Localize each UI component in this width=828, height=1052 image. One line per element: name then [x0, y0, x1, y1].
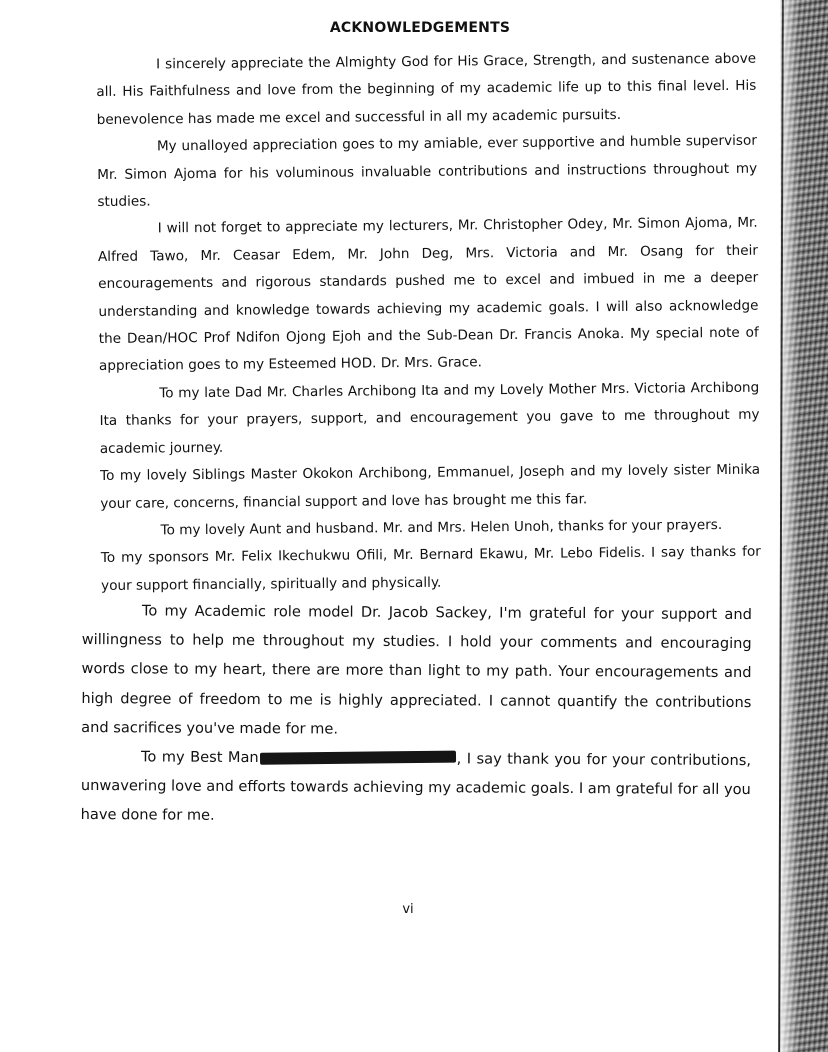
page-title: ACKNOWLEDGEMENTS [329, 20, 511, 36]
paragraph-role-model: To my Academic role model Dr. Jacob Sackey, I'm grateful for your support and willingness to help me throughout my studies. I hold your comments and encouraging words close to my heart, there are more than light to my path. Your encouragements and high degree of freedom to me is highly appreciated. I cannot quantify the contributions and sacrifices you've made for me. [81, 602, 752, 738]
best-man-prefix: To my Best Man [140, 748, 259, 767]
paragraph-lecturers: I will not forget to appreciate my lecturers, Mr. Christopher Odey, Mr. Simon Ajoma, Mr. Alfred Tawo, Mr. Ceasar Edem, Mr. John Deg, Mrs. Victoria and Mr. Osang for their encouragements and rigorous standards pushed me to excel and imbued in me a deeper understanding and knowledge towards achieving my academic goals. I will also acknowledge the Dean/HOC Prof Ndifon Ojong Ejoh and the Sub-Dean Dr. Francis Anoka. My special note of appreciation goes to my Esteemed HOD. Dr. Mrs. Grace. [97, 215, 759, 375]
best-man-suffix: , I say thank you for your contributions, unwavering love and efforts towards achieving my academic goals. I am grateful for all you have done for me. [80, 750, 752, 825]
page-number: vi [402, 902, 414, 917]
redaction-mark [260, 751, 456, 765]
paragraph-sponsors: To my sponsors Mr. Felix Ikechukwu Ofili, Mr. Bernard Ekawu, Mr. Lebo Fidelis. I say thanks for your support financially, spiritually and physically. [100, 543, 761, 594]
paragraph-supervisor: My unalloyed appreciation goes to my amiable, ever supportive and humble supervisor Mr. Simon Ajoma for his voluminous invaluable contributions and instructions throughout my studies. [97, 132, 758, 211]
paragraph-siblings: To my lovely Siblings Master Okokon Archibong, Emmanuel, Joseph and my lovely sister Minika your care, concerns, financial support and love has brought me this far. [99, 461, 761, 512]
paragraph-parents: To my late Dad Mr. Charles Archibong Ita and my Lovely Mother Mrs. Victoria Archibong Ita thanks for your prayers, support, and encouragement you gave to me throughout my academic journey. [99, 379, 760, 457]
paragraph-aunt: To my lovely Aunt and husband. Mr. and Mrs. Helen Unoh, thanks for your prayers. [160, 516, 723, 539]
acknowledgement-tail [81, 596, 752, 834]
paragraph-best-man [81, 742, 752, 834]
acknowledgement-body [96, 46, 761, 600]
scan-edge-texture [780, 0, 828, 1052]
paragraph-god: I sincerely appreciate the Almighty God for His Grace, Strength, and sustenance above all. His Faithfulness and love from the beginning of my academic life up to this final level. His benevolence has made me excel and successful in all my academic pursuits. [96, 50, 757, 128]
